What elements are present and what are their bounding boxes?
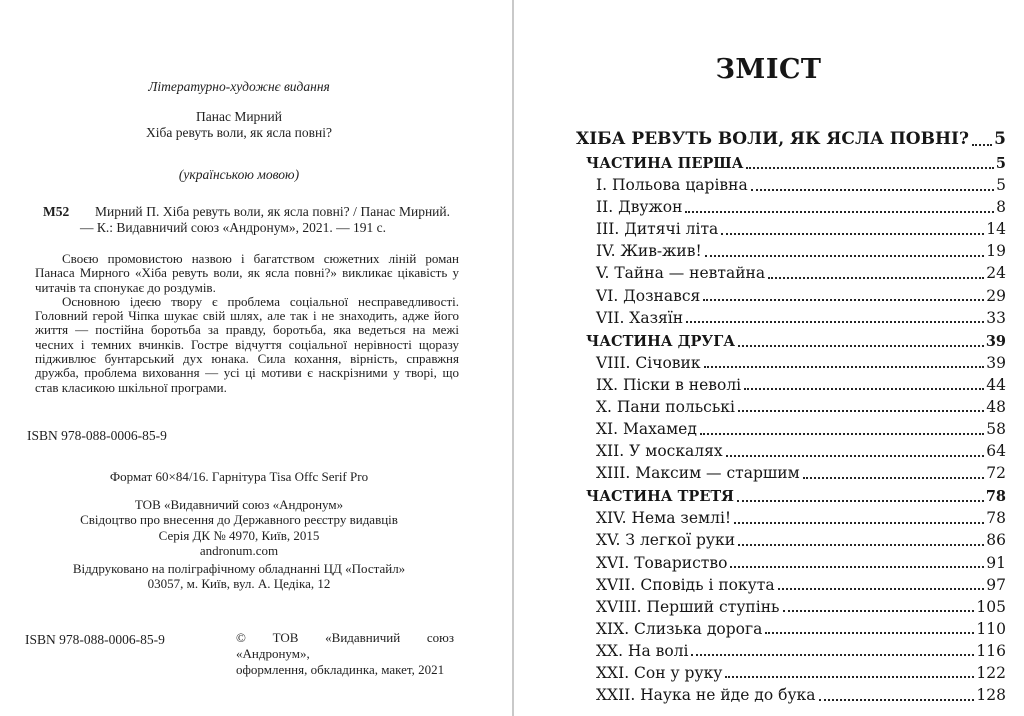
- toc-entry-page: 78: [985, 488, 1006, 506]
- book-title: Хіба ревуть воли, як ясла повні?: [146, 125, 332, 140]
- toc-entry-label: XXI. Сон у руку: [596, 663, 723, 682]
- imprint-page: [25, 0, 459, 716]
- toc-entry-label: I. Польова царівна: [596, 176, 748, 195]
- toc-entry-page: 128: [976, 686, 1006, 705]
- toc-row: [596, 372, 1006, 394]
- toc-entry-page: 33: [986, 308, 1006, 327]
- toc-entry-label: XIV. Нема землі!: [596, 509, 732, 528]
- toc-leader-dots: [738, 345, 984, 347]
- toc-entry-label: XII. У москалях: [596, 442, 723, 461]
- toc-row: [586, 149, 1006, 172]
- toc-leader-dots: [737, 500, 984, 502]
- toc-row: [596, 394, 1006, 416]
- toc-entry-page: 91: [986, 553, 1006, 572]
- toc-leader-dots: [691, 654, 974, 656]
- toc-row: [596, 616, 1006, 638]
- toc-row: [596, 638, 1006, 660]
- toc-row: [596, 549, 1006, 571]
- annotation: [35, 252, 459, 395]
- toc-leader-dots: [765, 632, 974, 634]
- toc-leader-dots: [738, 544, 984, 546]
- format-line: Формат 60×84/16. Гарнітура Tisa Offc Serif Pro: [109, 469, 369, 484]
- toc-row: [596, 505, 1006, 527]
- toc-entry-page: 58: [986, 420, 1006, 439]
- toc-title: ЗМІСТ: [715, 54, 822, 85]
- toc-leader-dots: [819, 699, 975, 701]
- printing-line: 03057, м. Київ, вул. А. Цедіка, 12: [147, 576, 331, 592]
- toc-leader-dots: [685, 211, 994, 213]
- toc-entry-label: XI. Махамед: [596, 420, 697, 439]
- toc-row: [596, 682, 1006, 704]
- toc-entry-label: IV. Жив-жив!: [596, 242, 702, 261]
- toc-row: [596, 216, 1006, 238]
- toc-leader-dots: [783, 610, 975, 612]
- toc-entry-page: 5: [994, 129, 1006, 149]
- toc-entry-page: 5: [996, 176, 1006, 195]
- toc-row: [596, 172, 1006, 194]
- toc-row: [596, 438, 1006, 460]
- isbn-top: ISBN 978-088-0006-85-9: [27, 428, 167, 443]
- publisher-line: ТОВ «Видавничий союз «Андронум»: [134, 497, 344, 512]
- toc-entry-page: 105: [976, 597, 1006, 616]
- toc-entry-page: 14: [986, 220, 1006, 239]
- toc-entry-page: 86: [986, 531, 1006, 550]
- toc-row: [596, 282, 1006, 304]
- copyright-notice: [236, 630, 454, 678]
- toc-entry-page: 8: [996, 198, 1006, 217]
- edition-note: Літературно-художнє видання: [148, 79, 330, 94]
- toc-entry-page: 48: [986, 397, 1006, 416]
- toc-row: [596, 194, 1006, 216]
- annotation-paragraph: Основною ідеєю твору є проблема соціальної несправедливості. Головний герой Чіпка шукає свій шлях, але так і не знаходить, адже його життя — постійна боротьба за правду, боротьба, яка ведеться на межі чесних і темних вчинків. Гостре відчуття соціальної нерівності щоразу підживлює бунтарський дух юнака. Сила кохання, вірність, справжня дружба, проблема виховання — усі ці мотиви є наскрізними у творі, що став класикою шкільної програми.: [35, 293, 459, 395]
- toc-row: [596, 260, 1006, 282]
- toc-entry-label: XX. На волі: [596, 641, 689, 660]
- toc-row: [596, 572, 1006, 594]
- publisher-line: Свідоцтво про внесення до Державного реєстру видавців: [80, 512, 398, 528]
- toc-entry-page: 97: [986, 575, 1006, 594]
- toc-leader-dots: [705, 255, 985, 257]
- isbn-bottom: ISBN 978-088-0006-85-9: [25, 632, 165, 647]
- toc-entry-label: ЧАСТИНА ДРУГА: [586, 332, 736, 350]
- language-note: (українською мовою): [178, 167, 300, 182]
- toc-entry-label: II. Двужон: [596, 198, 683, 217]
- toc-leader-dots: [730, 566, 984, 568]
- toc-leader-dots: [725, 676, 974, 678]
- toc-entry-page: 110: [976, 619, 1006, 638]
- toc-leader-dots: [972, 144, 992, 146]
- annotation-paragraph: Своєю промовистою назвою і багатством сюжетних ліній роман Панаса Мирного «Хіба ревуть воли, як ясла повні?» викликає цікавість у читачів та спонукає до роздумів.: [35, 251, 459, 295]
- toc-leader-dots: [746, 167, 993, 169]
- toc-entry-page: 116: [976, 641, 1006, 660]
- toc-entry-label: III. Дитячі літа: [596, 220, 719, 239]
- publisher-block: [27, 497, 451, 559]
- toc-leader-dots: [734, 522, 984, 524]
- toc-entry-label: ЧАСТИНА ПЕРША: [586, 155, 744, 172]
- toc-entry-page: 39: [985, 332, 1006, 350]
- imprint-bottom-row: [25, 630, 454, 677]
- toc-leader-dots: [726, 455, 985, 457]
- toc-entry-page: 29: [986, 286, 1006, 305]
- toc-entry-label: X. Пани польські: [596, 397, 735, 416]
- toc-entry-label: XXII. Наука не йде до бука: [596, 686, 816, 705]
- toc-entry-page: 122: [976, 663, 1006, 682]
- toc-leader-dots: [768, 277, 984, 279]
- toc-row: [596, 460, 1006, 482]
- toc-row: [576, 120, 1006, 149]
- toc-leader-dots: [778, 588, 985, 590]
- toc-leader-dots: [738, 410, 984, 412]
- toc-entry-label: ХІБА РЕВУТЬ ВОЛИ, ЯК ЯСЛА ПОВНІ?: [576, 129, 969, 149]
- toc-entry-page: 5: [995, 155, 1006, 172]
- toc-row: [586, 327, 1006, 350]
- toc-entry-label: ЧАСТИНА ТРЕТЯ: [586, 488, 734, 506]
- toc-entry-label: V. Тайна — невтайна: [596, 264, 766, 283]
- toc-entry-label: IX. Піски в неволі: [596, 375, 742, 394]
- publisher-website: andronum.com: [199, 543, 279, 559]
- toc-entry-label: XVIII. Перший ступінь: [596, 597, 780, 616]
- toc-leader-dots: [744, 388, 984, 390]
- toc-entry-label: VI. Дознався: [596, 286, 701, 305]
- bibliographic-citation: [27, 204, 451, 236]
- toc-entry-page: 39: [986, 353, 1006, 372]
- copyright-line: оформлення, обкладинка, макет, 2021: [236, 662, 445, 677]
- toc-row: [596, 416, 1006, 438]
- table-of-contents-page: [513, 0, 1024, 716]
- toc-entry-page: 64: [986, 442, 1006, 461]
- toc-row: [596, 660, 1006, 682]
- citation-text: Мирний П. Хіба ревуть воли, як ясла повні? / Панас Мирний. — К.: Видавничий союз «Андронум», 2021. — 191 с.: [80, 204, 450, 235]
- toc-list: [576, 120, 1006, 704]
- toc-entry-label: XV. З легкої руки: [596, 531, 736, 550]
- printing-line: Віддруковано на поліграфічному обладнанні ЦД «Постайл»: [72, 561, 406, 576]
- toc-entry-page: 72: [986, 464, 1006, 483]
- printing-block: [27, 561, 451, 592]
- publisher-line: Серія ДК № 4970, Київ, 2015: [158, 527, 320, 543]
- toc-entry-page: 24: [986, 264, 1006, 283]
- toc-entry-page: 44: [986, 375, 1006, 394]
- toc-row: [586, 482, 1006, 505]
- toc-entry-page: 19: [986, 242, 1006, 261]
- author-name: Панас Мирний: [196, 109, 282, 124]
- toc-row: [596, 527, 1006, 549]
- toc-leader-dots: [686, 321, 984, 323]
- toc-entry-label: XIII. Максим — старшим: [596, 464, 800, 483]
- copyright-line: © ТОВ «Видавничий союз «Андронум»,: [236, 630, 454, 661]
- toc-leader-dots: [700, 433, 984, 435]
- toc-leader-dots: [751, 189, 994, 191]
- toc-row: [596, 350, 1006, 372]
- toc-entry-label: VIII. Січовик: [596, 353, 701, 372]
- toc-entry-label: VII. Хазяїн: [596, 308, 684, 327]
- toc-row: [596, 594, 1006, 616]
- toc-row: [596, 305, 1006, 327]
- toc-leader-dots: [803, 477, 985, 479]
- toc-leader-dots: [704, 366, 985, 368]
- toc-row: [596, 238, 1006, 260]
- toc-entry-label: XIX. Слизька дорога: [596, 619, 763, 638]
- toc-entry-page: 78: [986, 509, 1006, 528]
- toc-entry-label: XVII. Сповідь і покута: [596, 575, 775, 594]
- toc-entry-label: XVI. Товариство: [596, 553, 728, 572]
- toc-leader-dots: [703, 299, 984, 301]
- catalog-code: М52: [43, 204, 70, 219]
- toc-leader-dots: [721, 233, 984, 235]
